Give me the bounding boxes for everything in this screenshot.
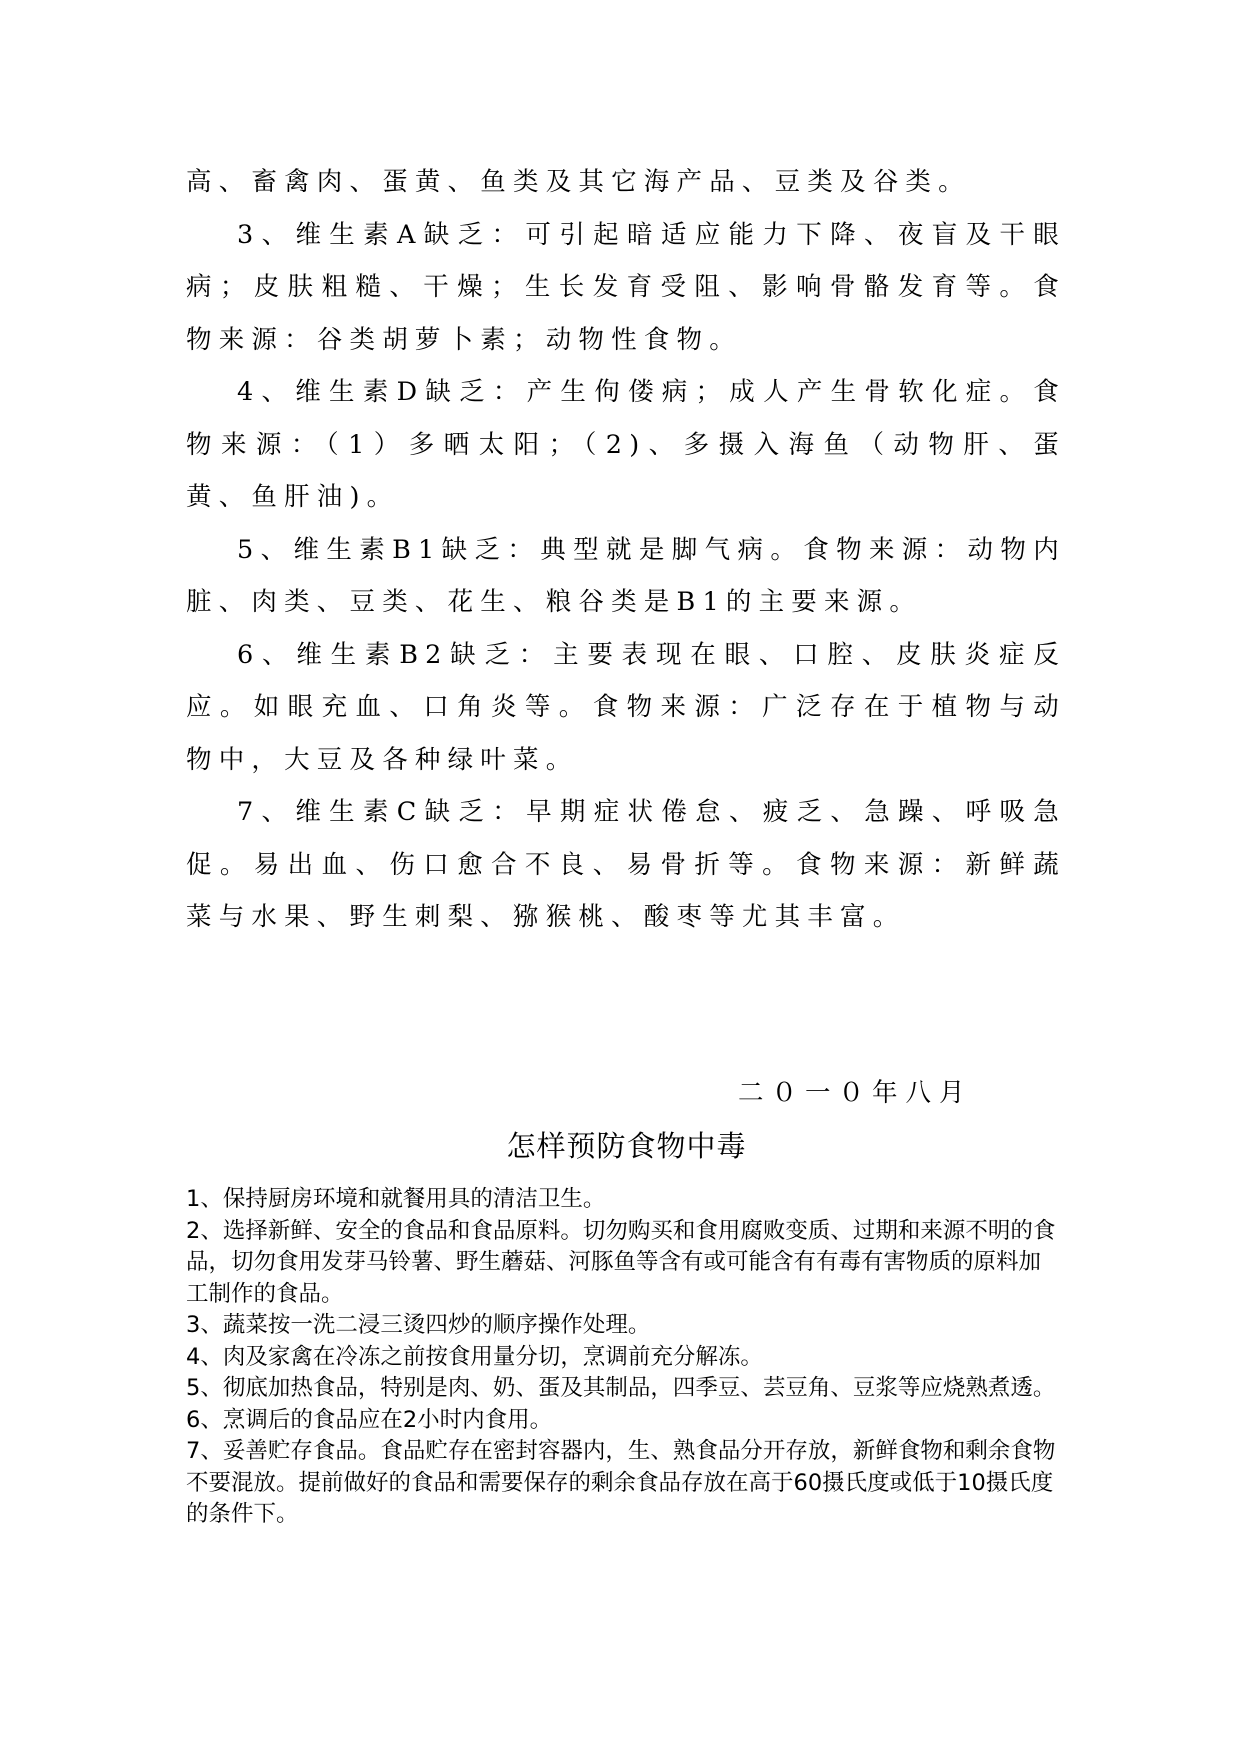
food-poisoning-prevention-list: [186, 1184, 1056, 1531]
vitamin-d-paragraph: 4、维生素D缺乏：产生佝偻病；成人产生骨软化症。食物来源：（1）多晒太阳；（2)、多摄入海鱼（动物肝、蛋黄、鱼肝油)。: [186, 377, 1066, 512]
vitamin-b2-paragraph: 6、维生素B2缺乏：主要表现在眼、口腔、皮肤炎症反应。如眼充血、口角炎等。食物来源：广泛存在于植物与动物中，大豆及各种绿叶菜。: [186, 639, 1066, 775]
list-item: 2、选择新鲜、安全的食品和食品原料。切勿购买和食用腐败变质、过期和来源不明的食品，切勿食用发芽马铃薯、野生蘑菇、河豚鱼等含有或可能含有有毒有害物质的原料加工制作的食品。: [186, 1217, 1056, 1307]
vitamin-deficiency-section: [186, 156, 1066, 944]
vitamin-b1-paragraph: 5、维生素B1缺乏：典型就是脚气病。食物来源：动物内脏、肉类、豆类、花生、粮谷类是B1的主要来源。: [186, 534, 1066, 617]
page-title: 怎样预防食物中毒: [506, 1129, 747, 1163]
document-date: 二０一０年八月: [738, 1078, 973, 1108]
list-item: 6、烹调后的食品应在2小时内食用。: [186, 1406, 553, 1433]
list-item: 1、保持厨房环境和就餐用具的清洁卫生。: [186, 1186, 606, 1212]
continuation-paragraph: 高、畜禽肉、蛋黄、鱼类及其它海产品、豆类及谷类。: [186, 167, 971, 197]
list-item: 4、肉及家禽在冷冻之前按食用量分切，烹调前充分解冻。: [186, 1343, 763, 1370]
vitamin-a-paragraph: 3、维生素A缺乏：可引起暗适应能力下降、夜盲及干眼病；皮肤粗糙、干燥；生长发育受阻、影响骨骼发育等。食物来源：谷类胡萝卜素；动物性食物。: [186, 219, 1066, 355]
list-item: 3、蔬菜按一洗二浸三烫四炒的顺序操作处理。: [186, 1312, 651, 1338]
list-item: 7、妥善贮存食品。食品贮存在密封容器内，生、熟食品分开存放，新鲜食物和剩余食物不要混放。提前做好的食品和需要保存的剩余食品存放在高于60摄氏度或低于10摄氏度的条件下。: [186, 1438, 1056, 1527]
list-item: 5、彻底加热食品，特别是肉、奶、蛋及其制品，四季豆、芸豆角、豆浆等应烧熟煮透。: [186, 1375, 1056, 1401]
vitamin-c-paragraph: 7、维生素C缺乏：早期症状倦怠、疲乏、急躁、呼吸急促。易出血、伤口愈合不良、易骨折等。食物来源：新鲜蔬菜与水果、野生刺梨、猕猴桃、酸枣等尤其丰富。: [186, 797, 1066, 932]
